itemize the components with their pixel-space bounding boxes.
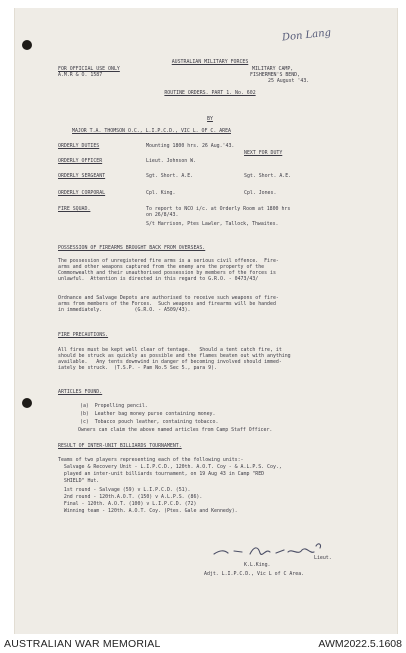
fire-precautions-line-4: iately be struck. (T.S.P. - Pam No.5 Sec 5., para 9). — [58, 365, 217, 371]
fire-precautions-line-2: should be struck as quickly as possible and the flames beaten out with anything — [58, 353, 291, 359]
signatory-rank: Lieut. — [314, 555, 332, 561]
by-label: BY — [207, 116, 213, 122]
handwritten-signature — [210, 538, 330, 564]
duty-value-3: Sgt. Short. A.E. — [146, 173, 194, 179]
official-use-label: FOR OFFICIAL USE ONLY — [58, 66, 120, 72]
billiards-line-6: 2nd round - 120th.A.O.T. (150) v A.L.P.S. (86). — [58, 494, 203, 500]
duty-value-4: Cpl. King. — [146, 190, 176, 196]
commander-line: MAJOR T.A. THOMSON O.C., L.I.P.C.D., VIC L. OF C. AREA — [72, 128, 231, 134]
fire-squad-line-2: on 26/8/43. — [146, 212, 179, 218]
archive-reference: AWM2022.5.1608 — [318, 638, 402, 650]
location-line-1: MILITARY CAMP, — [252, 66, 294, 72]
firearms-heading: POSSESSION OF FIREARMS BROUGHT BACK FROM OVERSEAS. — [58, 245, 206, 251]
fire-squad-line-1: To report to NCO i/c. at Orderly Room at 1800 hrs — [146, 206, 291, 212]
firearms-p2-line-3: in immediately. (G.R.O. - A509/43). — [58, 307, 191, 313]
duty-label-0: ORDERLY DUTIES — [58, 143, 100, 149]
next-for-duty-heading: NEXT FOR DUTY — [244, 150, 283, 156]
articles-found-heading: ARTICLES FOUND. — [58, 389, 103, 395]
handwritten-annotation: Don Lang — [281, 27, 332, 44]
firearms-p1-line-3: Commonwealth and their unauthorised possession by members of the forces is — [58, 270, 276, 276]
archive-footer — [0, 636, 406, 653]
duty-value-2: Lieut. Johnson W. — [146, 158, 197, 164]
billiards-line-2: Salvage & Recovery Unit - L.I.P.C.D., 120th. A.O.T. Coy - & A.L.P.S. Coy., — [58, 464, 282, 470]
duty-value-0: Mounting 1800 hrs. 26 Aug.'43. — [146, 143, 235, 149]
duty-next-3: Sgt. Short. A.E. — [244, 173, 292, 179]
fire-squad-label: FIRE SQUAD. — [58, 206, 91, 212]
signatory-name: K.L.King. — [244, 562, 271, 568]
billiards-line-5: 1st round - Salvage (59) v L.I.P.C.D. (51). — [58, 487, 191, 493]
fire-precautions-line-1: All fires must be kept well clear of tentage. Should a tent catch fire, it — [58, 347, 282, 353]
archive-name: AUSTRALIAN WAR MEMORIAL — [4, 638, 161, 650]
fire-precautions-heading: FIRE PRECAUTIONS. — [58, 332, 109, 338]
billiards-line-3: played an inter-unit billiards tournament, on 19 Aug 43 in Camp "RED — [58, 471, 265, 477]
document-date: 25 August '43. — [268, 78, 310, 84]
firearms-p1-line-2: arms and other weapons captured from the enemy are the property of the — [58, 264, 265, 270]
billiards-line-4: SHIELD" Hut. — [58, 478, 100, 484]
article-item-b: (b) Leather bag money purse containing money. — [80, 411, 216, 417]
duty-next-4: Cpl. Jones. — [244, 190, 277, 196]
billiards-heading: RESULT OF INTER-UNIT BILLIARDS TOURNAMENT. — [58, 443, 182, 449]
document-page — [14, 8, 398, 634]
billiards-line-1: Teams of two players representing each of the following units:- — [58, 457, 244, 463]
articles-found-note: Owners can claim the above named articles from Camp Staff Officer. — [78, 427, 273, 433]
location-line-2: FISHERMEN'S BEND, — [250, 72, 301, 78]
signatory-appointment: Adjt. L.I.P.C.D., Vic L of C Area. — [204, 571, 305, 577]
firearms-p2-line-1: Ordnance and Salvage Depots are authorised to receive such weapons of fire- — [58, 295, 279, 301]
article-item-a: (a) Propelling pencil. — [80, 403, 148, 409]
regulation-ref: A.M.R & O. 1587 — [58, 72, 103, 78]
fire-squad-line-3: S/t Harrison, Ptes Lawler, Tallock, Thwaites. — [146, 221, 279, 227]
duty-label-3: ORDERLY SERGEANT — [58, 173, 106, 179]
punch-hole-top — [22, 40, 32, 50]
punch-hole-bottom — [22, 398, 32, 408]
article-item-c: (c) Tobacco pouch leather, containing tobacco. — [80, 419, 219, 425]
billiards-line-8: Winning team - 120th. A.O.T. Coy. (Ptes. Gale and Kennedy). — [58, 508, 238, 514]
org-heading: AUSTRALIAN MILITARY FORCES — [171, 59, 249, 65]
document-title: ROUTINE ORDERS. PART 1. No. 602 — [164, 90, 256, 96]
firearms-p2-line-2: arms from members of the Forces. Such weapons and firearms will be handed — [58, 301, 276, 307]
duty-label-4: ORDERLY CORPORAL — [58, 190, 106, 196]
duty-label-2: ORDERLY OFFICER — [58, 158, 103, 164]
fire-precautions-line-3: available. Any tents downwind in danger of becoming involved should immed- — [58, 359, 282, 365]
firearms-p1-line-1: The possession of unregistered fire arms is a serious civil offence. Fire- — [58, 258, 279, 264]
firearms-p1-line-4: unlawful. Attention is directed in this regard to G.R.O. - 0473/43/ — [58, 276, 259, 282]
billiards-line-7: Final - 120th. A.O.T. (100) v L.I.P.C.D. (72) — [58, 501, 197, 507]
